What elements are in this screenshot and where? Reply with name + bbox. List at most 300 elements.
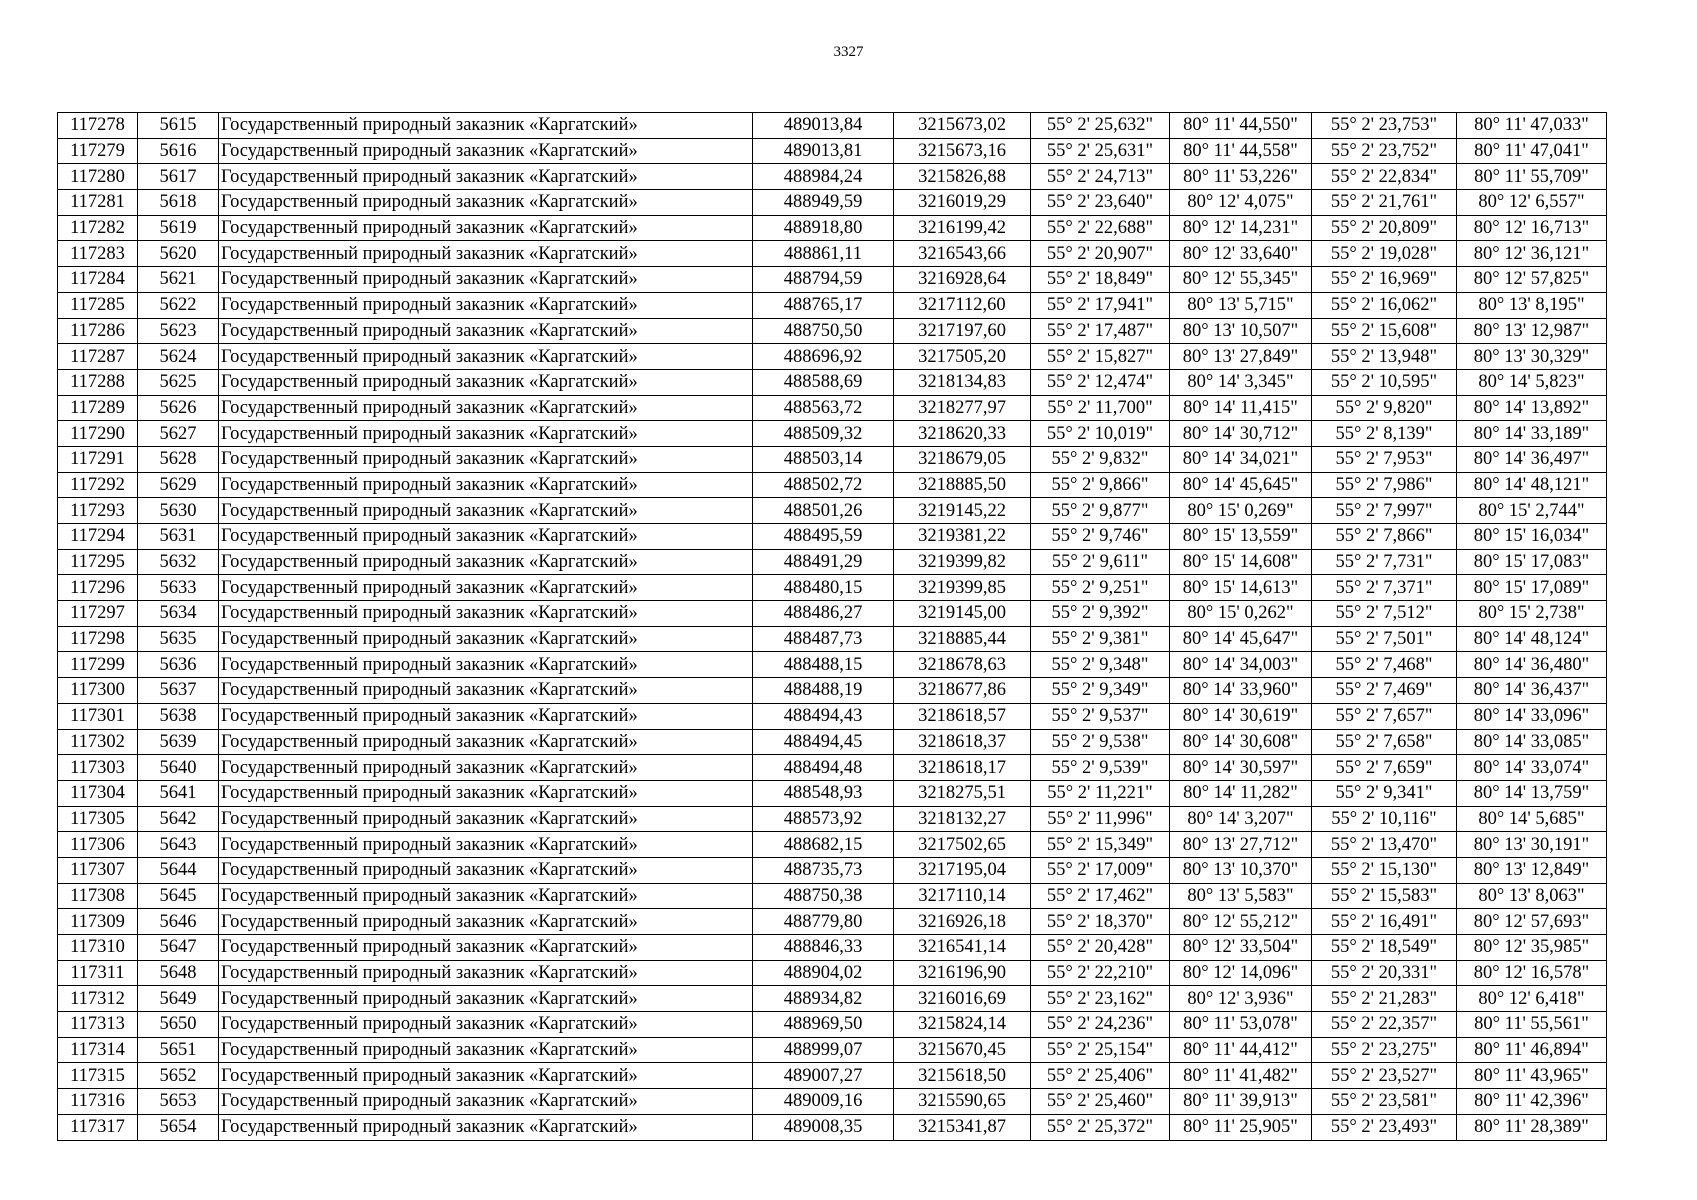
longitude-1-cell: 80° 14' 33,960" [1170, 678, 1312, 704]
coord-x-cell: 488501,26 [753, 498, 894, 524]
latitude-1-cell: 55° 2' 9,381" [1031, 626, 1170, 652]
longitude-2-cell: 80° 13' 30,329" [1457, 344, 1607, 370]
longitude-1-cell: 80° 15' 0,262" [1170, 601, 1312, 627]
coord-x-cell: 488563,72 [753, 395, 894, 421]
table-row [58, 883, 1607, 909]
latitude-1-cell: 55° 2' 11,700" [1031, 395, 1170, 421]
latitude-2-cell: 55° 2' 21,761" [1312, 190, 1457, 216]
latitude-1-cell: 55° 2' 24,236" [1031, 1012, 1170, 1038]
longitude-1-cell: 80° 14' 11,282" [1170, 780, 1312, 806]
coord-y-cell: 3218885,44 [894, 626, 1031, 652]
latitude-2-cell: 55° 2' 15,583" [1312, 883, 1457, 909]
row-id-cell: 117287 [58, 344, 138, 370]
row-id-cell: 117302 [58, 729, 138, 755]
coord-y-cell: 3215826,88 [894, 164, 1031, 190]
row-id-cell: 117308 [58, 883, 138, 909]
coord-x-cell: 488794,59 [753, 267, 894, 293]
row-id-cell: 117299 [58, 652, 138, 678]
latitude-2-cell: 55° 2' 23,493" [1312, 1114, 1457, 1140]
table-row [58, 755, 1607, 781]
longitude-2-cell: 80° 11' 47,033" [1457, 113, 1607, 139]
coord-x-cell: 488488,15 [753, 652, 894, 678]
latitude-1-cell: 55° 2' 17,462" [1031, 883, 1170, 909]
longitude-1-cell: 80° 11' 44,412" [1170, 1037, 1312, 1063]
point-number-cell: 5641 [138, 780, 219, 806]
object-name-cell: Государственный природный заказник «Каргатский» [219, 344, 753, 370]
coord-x-cell: 488904,02 [753, 960, 894, 986]
latitude-2-cell: 55° 2' 9,341" [1312, 780, 1457, 806]
table-row [58, 909, 1607, 935]
coord-y-cell: 3219399,85 [894, 575, 1031, 601]
table-row [58, 318, 1607, 344]
object-name-cell: Государственный природный заказник «Каргатский» [219, 549, 753, 575]
object-name-cell: Государственный природный заказник «Каргатский» [219, 498, 753, 524]
latitude-2-cell: 55° 2' 20,331" [1312, 960, 1457, 986]
longitude-2-cell: 80° 15' 16,034" [1457, 524, 1607, 550]
row-id-cell: 117293 [58, 498, 138, 524]
latitude-1-cell: 55° 2' 23,162" [1031, 986, 1170, 1012]
longitude-1-cell: 80° 14' 11,415" [1170, 395, 1312, 421]
row-id-cell: 117314 [58, 1037, 138, 1063]
coord-y-cell: 3215824,14 [894, 1012, 1031, 1038]
latitude-1-cell: 55° 2' 25,631" [1031, 138, 1170, 164]
coord-y-cell: 3218132,27 [894, 806, 1031, 832]
object-name-cell: Государственный природный заказник «Каргатский» [219, 703, 753, 729]
table-row [58, 1063, 1607, 1089]
point-number-cell: 5631 [138, 524, 219, 550]
longitude-1-cell: 80° 12' 55,345" [1170, 267, 1312, 293]
coordinates-table [57, 112, 1607, 1141]
longitude-2-cell: 80° 14' 13,892" [1457, 395, 1607, 421]
table-row [58, 832, 1607, 858]
point-number-cell: 5623 [138, 318, 219, 344]
longitude-2-cell: 80° 12' 57,693" [1457, 909, 1607, 935]
table-row [58, 113, 1607, 139]
longitude-2-cell: 80° 12' 35,985" [1457, 935, 1607, 961]
coord-x-cell: 488735,73 [753, 857, 894, 883]
latitude-1-cell: 55° 2' 15,349" [1031, 832, 1170, 858]
table-row [58, 1114, 1607, 1140]
coord-x-cell: 488861,11 [753, 241, 894, 267]
latitude-2-cell: 55° 2' 7,659" [1312, 755, 1457, 781]
latitude-1-cell: 55° 2' 24,713" [1031, 164, 1170, 190]
coord-x-cell: 489013,84 [753, 113, 894, 139]
row-id-cell: 117292 [58, 472, 138, 498]
object-name-cell: Государственный природный заказник «Каргатский» [219, 369, 753, 395]
row-id-cell: 117284 [58, 267, 138, 293]
row-id-cell: 117289 [58, 395, 138, 421]
table-row [58, 626, 1607, 652]
longitude-1-cell: 80° 15' 0,269" [1170, 498, 1312, 524]
row-id-cell: 117279 [58, 138, 138, 164]
latitude-1-cell: 55° 2' 9,251" [1031, 575, 1170, 601]
latitude-2-cell: 55° 2' 20,809" [1312, 215, 1457, 241]
table-row [58, 344, 1607, 370]
table-row [58, 575, 1607, 601]
latitude-1-cell: 55° 2' 22,210" [1031, 960, 1170, 986]
point-number-cell: 5626 [138, 395, 219, 421]
latitude-1-cell: 55° 2' 25,372" [1031, 1114, 1170, 1140]
object-name-cell: Государственный природный заказник «Каргатский» [219, 318, 753, 344]
point-number-cell: 5628 [138, 446, 219, 472]
longitude-2-cell: 80° 14' 33,085" [1457, 729, 1607, 755]
coord-y-cell: 3218618,57 [894, 703, 1031, 729]
object-name-cell: Государственный природный заказник «Каргатский» [219, 935, 753, 961]
object-name-cell: Государственный природный заказник «Каргатский» [219, 1114, 753, 1140]
longitude-1-cell: 80° 13' 10,370" [1170, 857, 1312, 883]
longitude-1-cell: 80° 12' 14,096" [1170, 960, 1312, 986]
row-id-cell: 117290 [58, 421, 138, 447]
object-name-cell: Государственный природный заказник «Каргатский» [219, 960, 753, 986]
longitude-2-cell: 80° 15' 2,744" [1457, 498, 1607, 524]
latitude-2-cell: 55° 2' 21,283" [1312, 986, 1457, 1012]
longitude-1-cell: 80° 13' 5,715" [1170, 292, 1312, 318]
latitude-2-cell: 55° 2' 7,469" [1312, 678, 1457, 704]
row-id-cell: 117307 [58, 857, 138, 883]
longitude-1-cell: 80° 14' 3,345" [1170, 369, 1312, 395]
object-name-cell: Государственный природный заказник «Каргатский» [219, 138, 753, 164]
row-id-cell: 117297 [58, 601, 138, 627]
coord-y-cell: 3218677,86 [894, 678, 1031, 704]
coord-x-cell: 488488,19 [753, 678, 894, 704]
row-id-cell: 117295 [58, 549, 138, 575]
object-name-cell: Государственный природный заказник «Каргатский» [219, 472, 753, 498]
coord-x-cell: 488573,92 [753, 806, 894, 832]
table-row [58, 1037, 1607, 1063]
coord-x-cell: 488509,32 [753, 421, 894, 447]
object-name-cell: Государственный природный заказник «Каргатский» [219, 164, 753, 190]
coord-x-cell: 488495,59 [753, 524, 894, 550]
row-id-cell: 117309 [58, 909, 138, 935]
coord-y-cell: 3217112,60 [894, 292, 1031, 318]
latitude-1-cell: 55° 2' 25,632" [1031, 113, 1170, 139]
coord-x-cell: 488548,93 [753, 780, 894, 806]
latitude-1-cell: 55° 2' 9,349" [1031, 678, 1170, 704]
coord-y-cell: 3216196,90 [894, 960, 1031, 986]
latitude-1-cell: 55° 2' 17,941" [1031, 292, 1170, 318]
longitude-2-cell: 80° 14' 5,823" [1457, 369, 1607, 395]
point-number-cell: 5629 [138, 472, 219, 498]
latitude-1-cell: 55° 2' 9,537" [1031, 703, 1170, 729]
point-number-cell: 5649 [138, 986, 219, 1012]
latitude-2-cell: 55° 2' 7,986" [1312, 472, 1457, 498]
row-id-cell: 117296 [58, 575, 138, 601]
point-number-cell: 5650 [138, 1012, 219, 1038]
table-row [58, 729, 1607, 755]
latitude-2-cell: 55° 2' 18,549" [1312, 935, 1457, 961]
point-number-cell: 5622 [138, 292, 219, 318]
longitude-1-cell: 80° 15' 14,608" [1170, 549, 1312, 575]
longitude-2-cell: 80° 11' 28,389" [1457, 1114, 1607, 1140]
row-id-cell: 117298 [58, 626, 138, 652]
row-id-cell: 117281 [58, 190, 138, 216]
table-row [58, 601, 1607, 627]
longitude-1-cell: 80° 11' 44,550" [1170, 113, 1312, 139]
latitude-1-cell: 55° 2' 23,640" [1031, 190, 1170, 216]
point-number-cell: 5618 [138, 190, 219, 216]
row-id-cell: 117317 [58, 1114, 138, 1140]
latitude-1-cell: 55° 2' 18,370" [1031, 909, 1170, 935]
longitude-2-cell: 80° 14' 33,096" [1457, 703, 1607, 729]
coord-y-cell: 3217195,04 [894, 857, 1031, 883]
point-number-cell: 5640 [138, 755, 219, 781]
longitude-2-cell: 80° 13' 12,987" [1457, 318, 1607, 344]
coord-y-cell: 3218275,51 [894, 780, 1031, 806]
latitude-1-cell: 55° 2' 9,877" [1031, 498, 1170, 524]
coord-y-cell: 3217110,14 [894, 883, 1031, 909]
longitude-1-cell: 80° 15' 14,613" [1170, 575, 1312, 601]
latitude-1-cell: 55° 2' 10,019" [1031, 421, 1170, 447]
table-row [58, 292, 1607, 318]
coord-y-cell: 3218134,83 [894, 369, 1031, 395]
latitude-2-cell: 55° 2' 22,357" [1312, 1012, 1457, 1038]
longitude-2-cell: 80° 11' 55,561" [1457, 1012, 1607, 1038]
longitude-1-cell: 80° 11' 41,482" [1170, 1063, 1312, 1089]
point-number-cell: 5642 [138, 806, 219, 832]
row-id-cell: 117300 [58, 678, 138, 704]
row-id-cell: 117291 [58, 446, 138, 472]
table-row [58, 241, 1607, 267]
latitude-2-cell: 55° 2' 9,820" [1312, 395, 1457, 421]
coord-y-cell: 3219145,22 [894, 498, 1031, 524]
coord-x-cell: 488984,24 [753, 164, 894, 190]
coord-x-cell: 488949,59 [753, 190, 894, 216]
longitude-1-cell: 80° 14' 45,647" [1170, 626, 1312, 652]
latitude-1-cell: 55° 2' 11,996" [1031, 806, 1170, 832]
latitude-2-cell: 55° 2' 23,752" [1312, 138, 1457, 164]
longitude-1-cell: 80° 14' 34,021" [1170, 446, 1312, 472]
coord-x-cell: 488588,69 [753, 369, 894, 395]
coord-x-cell: 488502,72 [753, 472, 894, 498]
latitude-2-cell: 55° 2' 16,491" [1312, 909, 1457, 935]
coord-x-cell: 488765,17 [753, 292, 894, 318]
coord-y-cell: 3215618,50 [894, 1063, 1031, 1089]
table-row [58, 1089, 1607, 1115]
row-id-cell: 117310 [58, 935, 138, 961]
latitude-2-cell: 55° 2' 7,953" [1312, 446, 1457, 472]
latitude-2-cell: 55° 2' 13,470" [1312, 832, 1457, 858]
latitude-1-cell: 55° 2' 25,406" [1031, 1063, 1170, 1089]
table-row [58, 652, 1607, 678]
object-name-cell: Государственный природный заказник «Каргатский» [219, 267, 753, 293]
longitude-2-cell: 80° 13' 12,849" [1457, 857, 1607, 883]
object-name-cell: Государственный природный заказник «Каргатский» [219, 883, 753, 909]
longitude-2-cell: 80° 13' 30,191" [1457, 832, 1607, 858]
row-id-cell: 117316 [58, 1089, 138, 1115]
page-number: 3327 [833, 44, 864, 60]
table-row [58, 395, 1607, 421]
coord-y-cell: 3216019,29 [894, 190, 1031, 216]
longitude-2-cell: 80° 12' 6,557" [1457, 190, 1607, 216]
table-row [58, 164, 1607, 190]
point-number-cell: 5633 [138, 575, 219, 601]
object-name-cell: Государственный природный заказник «Каргатский» [219, 421, 753, 447]
coord-y-cell: 3216926,18 [894, 909, 1031, 935]
coord-y-cell: 3217197,60 [894, 318, 1031, 344]
coord-x-cell: 488503,14 [753, 446, 894, 472]
latitude-2-cell: 55° 2' 7,371" [1312, 575, 1457, 601]
point-number-cell: 5635 [138, 626, 219, 652]
point-number-cell: 5615 [138, 113, 219, 139]
object-name-cell: Государственный природный заказник «Каргатский» [219, 729, 753, 755]
longitude-1-cell: 80° 12' 4,075" [1170, 190, 1312, 216]
longitude-1-cell: 80° 14' 30,712" [1170, 421, 1312, 447]
coord-x-cell: 488480,15 [753, 575, 894, 601]
coord-x-cell: 489013,81 [753, 138, 894, 164]
latitude-1-cell: 55° 2' 17,487" [1031, 318, 1170, 344]
longitude-2-cell: 80° 14' 5,685" [1457, 806, 1607, 832]
object-name-cell: Государственный природный заказник «Каргатский» [219, 986, 753, 1012]
latitude-1-cell: 55° 2' 9,832" [1031, 446, 1170, 472]
table-row [58, 190, 1607, 216]
point-number-cell: 5654 [138, 1114, 219, 1140]
latitude-2-cell: 55° 2' 23,275" [1312, 1037, 1457, 1063]
latitude-1-cell: 55° 2' 9,392" [1031, 601, 1170, 627]
point-number-cell: 5643 [138, 832, 219, 858]
longitude-1-cell: 80° 14' 3,207" [1170, 806, 1312, 832]
point-number-cell: 5638 [138, 703, 219, 729]
coord-x-cell: 488999,07 [753, 1037, 894, 1063]
table-row [58, 703, 1607, 729]
coord-x-cell: 488682,15 [753, 832, 894, 858]
coord-y-cell: 3215341,87 [894, 1114, 1031, 1140]
latitude-2-cell: 55° 2' 16,969" [1312, 267, 1457, 293]
point-number-cell: 5630 [138, 498, 219, 524]
row-id-cell: 117315 [58, 1063, 138, 1089]
longitude-2-cell: 80° 12' 16,713" [1457, 215, 1607, 241]
longitude-1-cell: 80° 14' 30,597" [1170, 755, 1312, 781]
table-row [58, 1012, 1607, 1038]
object-name-cell: Государственный природный заказник «Каргатский» [219, 395, 753, 421]
point-number-cell: 5634 [138, 601, 219, 627]
longitude-1-cell: 80° 14' 34,003" [1170, 652, 1312, 678]
table-row [58, 549, 1607, 575]
table-row [58, 806, 1607, 832]
longitude-1-cell: 80° 12' 55,212" [1170, 909, 1312, 935]
table-row [58, 678, 1607, 704]
object-name-cell: Государственный природный заказник «Каргатский» [219, 755, 753, 781]
longitude-2-cell: 80° 12' 6,418" [1457, 986, 1607, 1012]
longitude-1-cell: 80° 13' 27,849" [1170, 344, 1312, 370]
object-name-cell: Государственный природный заказник «Каргатский» [219, 601, 753, 627]
coord-x-cell: 488846,33 [753, 935, 894, 961]
longitude-1-cell: 80° 14' 30,619" [1170, 703, 1312, 729]
longitude-1-cell: 80° 11' 53,226" [1170, 164, 1312, 190]
object-name-cell: Государственный природный заказник «Каргатский» [219, 780, 753, 806]
longitude-2-cell: 80° 12' 57,825" [1457, 267, 1607, 293]
longitude-1-cell: 80° 12' 3,936" [1170, 986, 1312, 1012]
latitude-2-cell: 55° 2' 7,731" [1312, 549, 1457, 575]
coord-x-cell: 488494,43 [753, 703, 894, 729]
longitude-2-cell: 80° 13' 8,195" [1457, 292, 1607, 318]
point-number-cell: 5619 [138, 215, 219, 241]
latitude-2-cell: 55° 2' 7,657" [1312, 703, 1457, 729]
coord-y-cell: 3216016,69 [894, 986, 1031, 1012]
point-number-cell: 5652 [138, 1063, 219, 1089]
coord-x-cell: 488779,80 [753, 909, 894, 935]
coord-y-cell: 3219399,82 [894, 549, 1031, 575]
point-number-cell: 5616 [138, 138, 219, 164]
coord-y-cell: 3218885,50 [894, 472, 1031, 498]
table-row [58, 780, 1607, 806]
row-id-cell: 117305 [58, 806, 138, 832]
table-row [58, 446, 1607, 472]
longitude-2-cell: 80° 11' 47,041" [1457, 138, 1607, 164]
object-name-cell: Государственный природный заказник «Каргатский» [219, 1012, 753, 1038]
coord-x-cell: 488494,45 [753, 729, 894, 755]
table-row [58, 960, 1607, 986]
longitude-1-cell: 80° 14' 45,645" [1170, 472, 1312, 498]
latitude-1-cell: 55° 2' 20,428" [1031, 935, 1170, 961]
latitude-2-cell: 55° 2' 7,501" [1312, 626, 1457, 652]
coord-x-cell: 488696,92 [753, 344, 894, 370]
latitude-2-cell: 55° 2' 23,527" [1312, 1063, 1457, 1089]
latitude-1-cell: 55° 2' 9,348" [1031, 652, 1170, 678]
longitude-2-cell: 80° 11' 43,965" [1457, 1063, 1607, 1089]
object-name-cell: Государственный природный заказник «Каргатский» [219, 1037, 753, 1063]
point-number-cell: 5637 [138, 678, 219, 704]
table-row [58, 524, 1607, 550]
latitude-2-cell: 55° 2' 8,139" [1312, 421, 1457, 447]
coord-y-cell: 3217505,20 [894, 344, 1031, 370]
latitude-2-cell: 55° 2' 7,512" [1312, 601, 1457, 627]
coord-x-cell: 488486,27 [753, 601, 894, 627]
longitude-2-cell: 80° 14' 33,074" [1457, 755, 1607, 781]
coord-x-cell: 488934,82 [753, 986, 894, 1012]
longitude-2-cell: 80° 14' 36,437" [1457, 678, 1607, 704]
coord-y-cell: 3216199,42 [894, 215, 1031, 241]
object-name-cell: Государственный природный заказник «Каргатский» [219, 832, 753, 858]
latitude-1-cell: 55° 2' 15,827" [1031, 344, 1170, 370]
longitude-1-cell: 80° 12' 33,640" [1170, 241, 1312, 267]
longitude-2-cell: 80° 15' 17,083" [1457, 549, 1607, 575]
coord-y-cell: 3215590,65 [894, 1089, 1031, 1115]
latitude-1-cell: 55° 2' 22,688" [1031, 215, 1170, 241]
object-name-cell: Государственный природный заказник «Каргатский» [219, 524, 753, 550]
longitude-2-cell: 80° 14' 36,480" [1457, 652, 1607, 678]
latitude-2-cell: 55° 2' 7,866" [1312, 524, 1457, 550]
point-number-cell: 5636 [138, 652, 219, 678]
longitude-2-cell: 80° 15' 17,089" [1457, 575, 1607, 601]
longitude-1-cell: 80° 11' 39,913" [1170, 1089, 1312, 1115]
point-number-cell: 5647 [138, 935, 219, 961]
object-name-cell: Государственный природный заказник «Каргатский» [219, 190, 753, 216]
latitude-1-cell: 55° 2' 9,866" [1031, 472, 1170, 498]
latitude-2-cell: 55° 2' 13,948" [1312, 344, 1457, 370]
coord-x-cell: 489008,35 [753, 1114, 894, 1140]
object-name-cell: Государственный природный заказник «Каргатский» [219, 292, 753, 318]
latitude-1-cell: 55° 2' 9,539" [1031, 755, 1170, 781]
longitude-2-cell: 80° 14' 36,497" [1457, 446, 1607, 472]
longitude-1-cell: 80° 12' 14,231" [1170, 215, 1312, 241]
coord-y-cell: 3218679,05 [894, 446, 1031, 472]
longitude-2-cell: 80° 14' 48,124" [1457, 626, 1607, 652]
table-row [58, 215, 1607, 241]
table-row [58, 138, 1607, 164]
point-number-cell: 5651 [138, 1037, 219, 1063]
latitude-2-cell: 55° 2' 7,997" [1312, 498, 1457, 524]
table-row [58, 369, 1607, 395]
longitude-2-cell: 80° 13' 8,063" [1457, 883, 1607, 909]
point-number-cell: 5653 [138, 1089, 219, 1115]
latitude-1-cell: 55° 2' 9,611" [1031, 549, 1170, 575]
coord-y-cell: 3215673,02 [894, 113, 1031, 139]
row-id-cell: 117313 [58, 1012, 138, 1038]
longitude-2-cell: 80° 12' 16,578" [1457, 960, 1607, 986]
coord-y-cell: 3217502,65 [894, 832, 1031, 858]
coord-y-cell: 3219381,22 [894, 524, 1031, 550]
row-id-cell: 117306 [58, 832, 138, 858]
